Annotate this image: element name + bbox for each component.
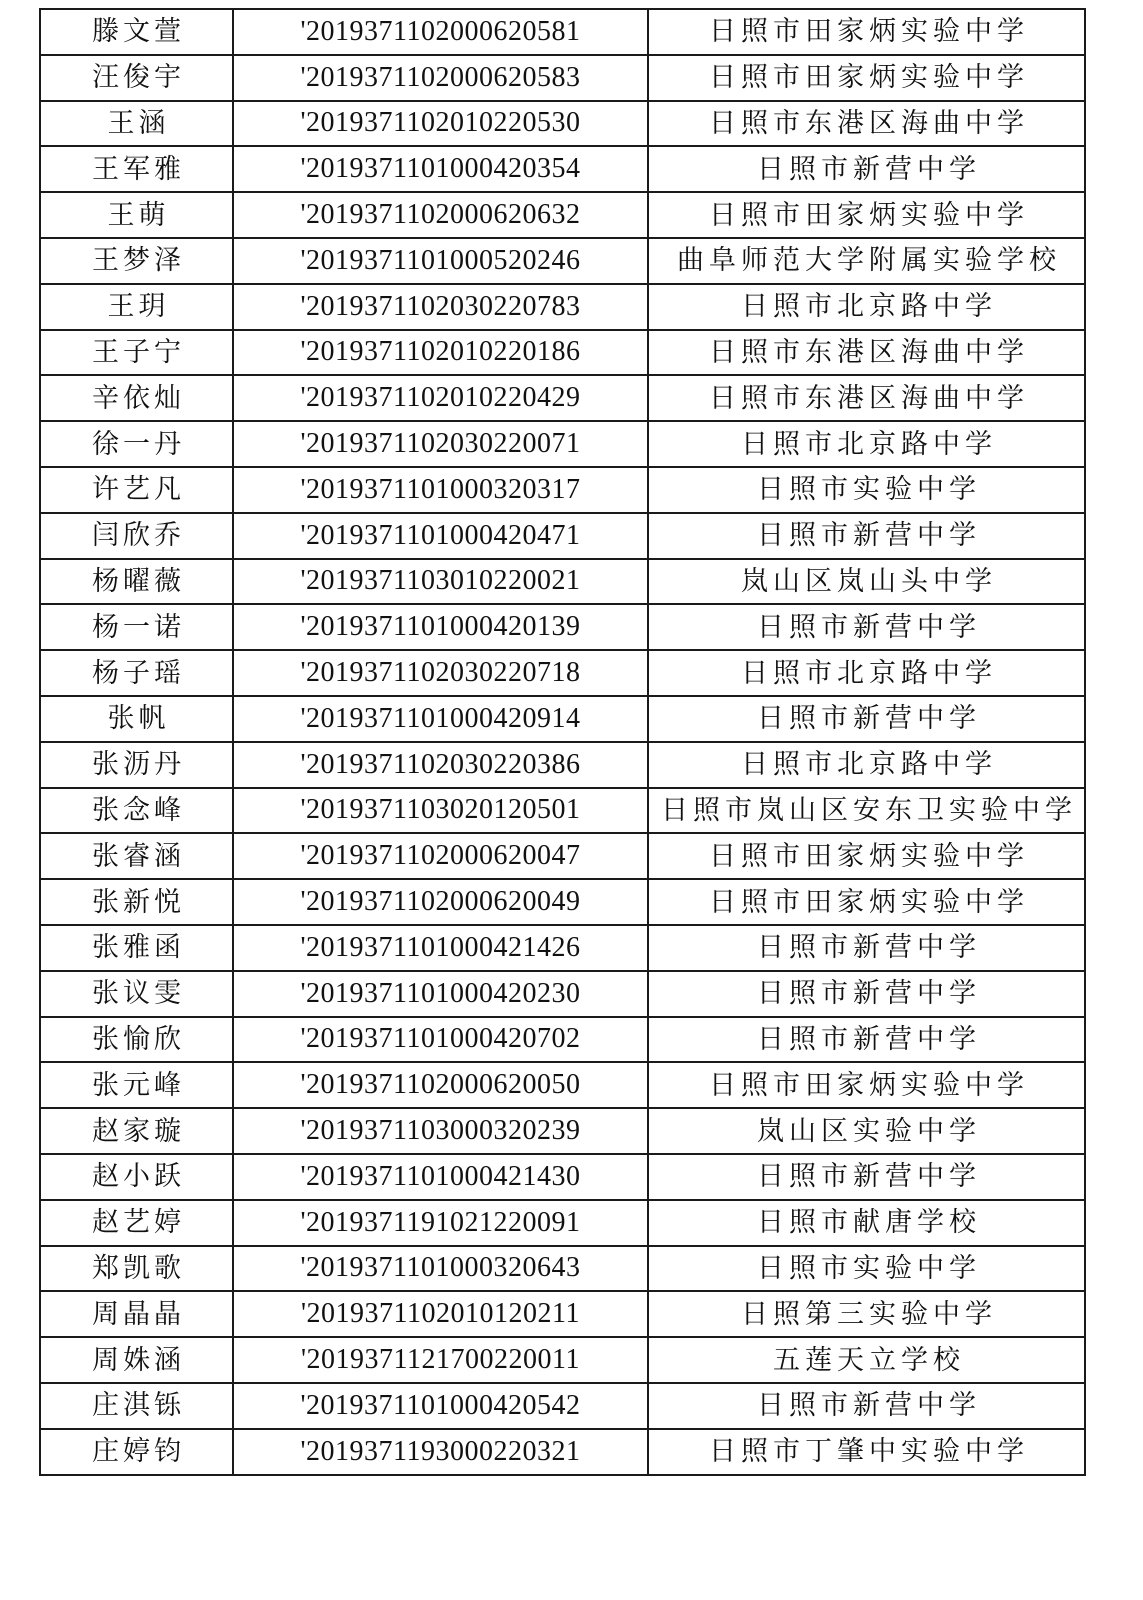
school-name-cell: 日照市实验中学 bbox=[648, 467, 1085, 513]
table-row bbox=[40, 284, 1085, 330]
student-name-cell: 王军雅 bbox=[40, 146, 233, 192]
school-name-cell: 日照市岚山区安东卫实验中学 bbox=[648, 788, 1085, 834]
student-name-cell: 郑凯歌 bbox=[40, 1246, 233, 1292]
table-row bbox=[40, 513, 1085, 559]
student-name-cell: 张雅函 bbox=[40, 925, 233, 971]
registration-id-cell: '2019371101000421426 bbox=[233, 925, 648, 971]
student-name-cell: 杨曜薇 bbox=[40, 559, 233, 605]
student-name-cell: 张新悦 bbox=[40, 879, 233, 925]
student-name-cell: 闫欣乔 bbox=[40, 513, 233, 559]
school-name-cell: 日照市新营中学 bbox=[648, 1154, 1085, 1200]
table-row bbox=[40, 9, 1085, 55]
document-page bbox=[39, 8, 1084, 1476]
table-row bbox=[40, 742, 1085, 788]
registration-id-cell: '2019371102000620050 bbox=[233, 1062, 648, 1108]
student-name-cell: 张元峰 bbox=[40, 1062, 233, 1108]
student-name-cell: 张愉欣 bbox=[40, 1017, 233, 1063]
registration-id-cell: '2019371102000620049 bbox=[233, 879, 648, 925]
student-name-cell: 汪俊宇 bbox=[40, 55, 233, 101]
registration-id-cell: '2019371101000520246 bbox=[233, 238, 648, 284]
registration-id-cell: '2019371101000420139 bbox=[233, 604, 648, 650]
student-name-cell: 王萌 bbox=[40, 192, 233, 238]
table-row bbox=[40, 788, 1085, 834]
table-row bbox=[40, 421, 1085, 467]
table-row bbox=[40, 1154, 1085, 1200]
table-row bbox=[40, 604, 1085, 650]
registration-id-cell: '2019371102030220718 bbox=[233, 650, 648, 696]
school-name-cell: 日照市东港区海曲中学 bbox=[648, 101, 1085, 147]
table-row bbox=[40, 146, 1085, 192]
table-row bbox=[40, 1291, 1085, 1337]
school-name-cell: 日照市新营中学 bbox=[648, 513, 1085, 559]
student-name-cell: 周晶晶 bbox=[40, 1291, 233, 1337]
school-name-cell: 五莲天立学校 bbox=[648, 1337, 1085, 1383]
table-row bbox=[40, 1062, 1085, 1108]
school-name-cell: 日照市北京路中学 bbox=[648, 650, 1085, 696]
table-row bbox=[40, 925, 1085, 971]
school-name-cell: 日照市北京路中学 bbox=[648, 421, 1085, 467]
school-name-cell: 日照市田家炳实验中学 bbox=[648, 9, 1085, 55]
school-name-cell: 日照市东港区海曲中学 bbox=[648, 375, 1085, 421]
student-name-cell: 许艺凡 bbox=[40, 467, 233, 513]
table-row bbox=[40, 330, 1085, 376]
registration-id-cell: '2019371102000620047 bbox=[233, 833, 648, 879]
school-name-cell: 日照市新营中学 bbox=[648, 604, 1085, 650]
school-name-cell: 日照市献唐学校 bbox=[648, 1200, 1085, 1246]
registration-id-cell: '2019371101000421430 bbox=[233, 1154, 648, 1200]
registration-id-cell: '2019371103020120501 bbox=[233, 788, 648, 834]
registration-id-cell: '2019371101000320643 bbox=[233, 1246, 648, 1292]
registration-id-cell: '2019371101000420471 bbox=[233, 513, 648, 559]
table-row bbox=[40, 1429, 1085, 1475]
school-name-cell: 岚山区岚山头中学 bbox=[648, 559, 1085, 605]
student-name-cell: 张议雯 bbox=[40, 971, 233, 1017]
school-name-cell: 岚山区实验中学 bbox=[648, 1108, 1085, 1154]
school-name-cell: 日照市田家炳实验中学 bbox=[648, 55, 1085, 101]
student-name-cell: 滕文萱 bbox=[40, 9, 233, 55]
table-row bbox=[40, 375, 1085, 421]
student-name-cell: 张帆 bbox=[40, 696, 233, 742]
school-name-cell: 日照市新营中学 bbox=[648, 696, 1085, 742]
student-name-cell: 王梦泽 bbox=[40, 238, 233, 284]
table-row bbox=[40, 879, 1085, 925]
school-name-cell: 日照市田家炳实验中学 bbox=[648, 833, 1085, 879]
table-row bbox=[40, 192, 1085, 238]
registration-id-cell: '2019371102000620581 bbox=[233, 9, 648, 55]
school-name-cell: 日照市东港区海曲中学 bbox=[648, 330, 1085, 376]
school-name-cell: 日照市新营中学 bbox=[648, 1383, 1085, 1429]
table-row bbox=[40, 1108, 1085, 1154]
roster-body bbox=[40, 9, 1085, 1475]
student-name-cell: 赵小跃 bbox=[40, 1154, 233, 1200]
registration-id-cell: '2019371101000420702 bbox=[233, 1017, 648, 1063]
table-row bbox=[40, 1200, 1085, 1246]
student-name-cell: 庄淇铄 bbox=[40, 1383, 233, 1429]
school-name-cell: 日照市新营中学 bbox=[648, 146, 1085, 192]
registration-id-cell: '2019371102000620632 bbox=[233, 192, 648, 238]
registration-id-cell: '2019371101000420354 bbox=[233, 146, 648, 192]
school-name-cell: 曲阜师范大学附属实验学校 bbox=[648, 238, 1085, 284]
school-name-cell: 日照市北京路中学 bbox=[648, 742, 1085, 788]
table-row bbox=[40, 1017, 1085, 1063]
school-name-cell: 日照市丁肇中实验中学 bbox=[648, 1429, 1085, 1475]
registration-id-cell: '2019371102000620583 bbox=[233, 55, 648, 101]
school-name-cell: 日照市田家炳实验中学 bbox=[648, 879, 1085, 925]
student-name-cell: 庄婷钧 bbox=[40, 1429, 233, 1475]
student-name-cell: 赵家璇 bbox=[40, 1108, 233, 1154]
student-name-cell: 杨一诺 bbox=[40, 604, 233, 650]
registration-id-cell: '2019371102030220783 bbox=[233, 284, 648, 330]
table-row bbox=[40, 1246, 1085, 1292]
student-name-cell: 王子宁 bbox=[40, 330, 233, 376]
registration-id-cell: '2019371102030220386 bbox=[233, 742, 648, 788]
student-name-cell: 赵艺婷 bbox=[40, 1200, 233, 1246]
registration-id-cell: '2019371101000420542 bbox=[233, 1383, 648, 1429]
student-name-cell: 张睿涵 bbox=[40, 833, 233, 879]
student-name-cell: 张念峰 bbox=[40, 788, 233, 834]
registration-id-cell: '2019371102010220186 bbox=[233, 330, 648, 376]
student-name-cell: 王涵 bbox=[40, 101, 233, 147]
table-row bbox=[40, 696, 1085, 742]
table-row bbox=[40, 833, 1085, 879]
school-name-cell: 日照市田家炳实验中学 bbox=[648, 192, 1085, 238]
school-name-cell: 日照市新营中学 bbox=[648, 925, 1085, 971]
student-name-cell: 张沥丹 bbox=[40, 742, 233, 788]
table-row bbox=[40, 559, 1085, 605]
table-row bbox=[40, 1337, 1085, 1383]
table-row bbox=[40, 1383, 1085, 1429]
student-roster-table bbox=[39, 8, 1086, 1476]
table-row bbox=[40, 467, 1085, 513]
student-name-cell: 周姝涵 bbox=[40, 1337, 233, 1383]
registration-id-cell: '2019371101000420914 bbox=[233, 696, 648, 742]
student-name-cell: 辛依灿 bbox=[40, 375, 233, 421]
table-row bbox=[40, 971, 1085, 1017]
school-name-cell: 日照第三实验中学 bbox=[648, 1291, 1085, 1337]
table-row bbox=[40, 238, 1085, 284]
registration-id-cell: '2019371101000420230 bbox=[233, 971, 648, 1017]
school-name-cell: 日照市新营中学 bbox=[648, 1017, 1085, 1063]
registration-id-cell: '2019371101000320317 bbox=[233, 467, 648, 513]
registration-id-cell: '2019371193000220321 bbox=[233, 1429, 648, 1475]
table-row bbox=[40, 101, 1085, 147]
school-name-cell: 日照市实验中学 bbox=[648, 1246, 1085, 1292]
table-row bbox=[40, 650, 1085, 696]
school-name-cell: 日照市田家炳实验中学 bbox=[648, 1062, 1085, 1108]
registration-id-cell: '2019371103000320239 bbox=[233, 1108, 648, 1154]
school-name-cell: 日照市北京路中学 bbox=[648, 284, 1085, 330]
registration-id-cell: '2019371102030220071 bbox=[233, 421, 648, 467]
registration-id-cell: '2019371102010120211 bbox=[233, 1291, 648, 1337]
registration-id-cell: '2019371102010220530 bbox=[233, 101, 648, 147]
table-row bbox=[40, 55, 1085, 101]
student-name-cell: 徐一丹 bbox=[40, 421, 233, 467]
registration-id-cell: '2019371103010220021 bbox=[233, 559, 648, 605]
student-name-cell: 杨子瑶 bbox=[40, 650, 233, 696]
registration-id-cell: '2019371102010220429 bbox=[233, 375, 648, 421]
registration-id-cell: '2019371191021220091 bbox=[233, 1200, 648, 1246]
school-name-cell: 日照市新营中学 bbox=[648, 971, 1085, 1017]
registration-id-cell: '2019371121700220011 bbox=[233, 1337, 648, 1383]
student-name-cell: 王玥 bbox=[40, 284, 233, 330]
